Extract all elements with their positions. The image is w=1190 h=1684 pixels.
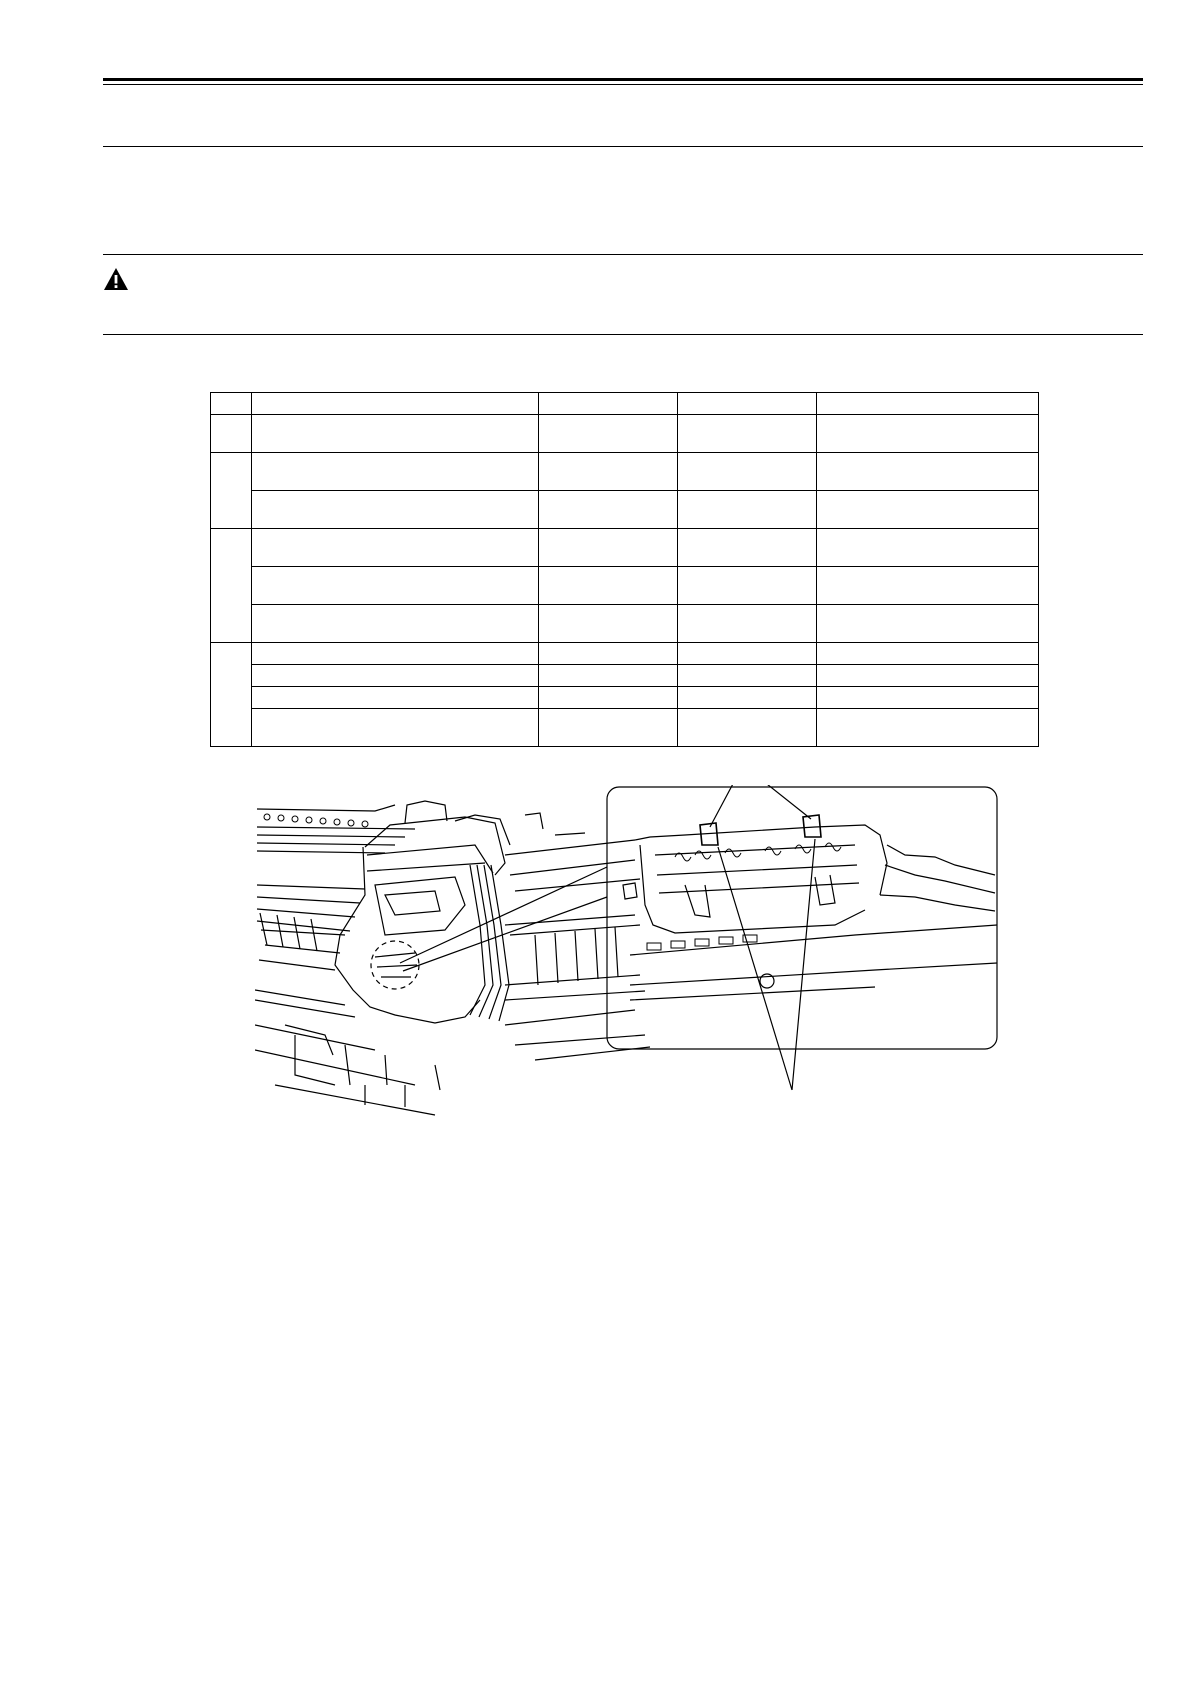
table-row <box>211 453 1039 491</box>
printer-body-drawing <box>255 801 650 1115</box>
section-rule <box>103 146 1143 147</box>
lower-callout-leader <box>718 839 815 1090</box>
table-cell <box>211 453 252 529</box>
table-cell <box>817 687 1039 709</box>
table-cell <box>539 709 678 747</box>
printer-carriage-illustration <box>255 785 1000 1130</box>
table-cell <box>252 491 539 529</box>
table-cell <box>817 491 1039 529</box>
table-cell <box>817 415 1039 453</box>
table-cell <box>678 453 817 491</box>
header-rule-thin <box>103 84 1143 85</box>
table-cell <box>252 529 539 567</box>
warning-icon <box>103 267 129 291</box>
table-cell <box>539 491 678 529</box>
table-cell <box>539 665 678 687</box>
detail-callout-frame <box>607 787 997 1049</box>
table-row <box>211 643 1039 665</box>
table-cell <box>252 643 539 665</box>
header-rule <box>103 78 1143 81</box>
table-cell <box>252 415 539 453</box>
table-cell <box>678 665 817 687</box>
table-cell <box>539 643 678 665</box>
table-cell <box>817 393 1039 415</box>
table-cell <box>678 491 817 529</box>
table-cell <box>252 567 539 605</box>
table-row <box>211 605 1039 643</box>
table-cell <box>817 453 1039 491</box>
caution-top-rule <box>103 254 1143 255</box>
table-cell <box>678 529 817 567</box>
detail-drawing <box>623 815 997 1000</box>
table-row <box>211 567 1039 605</box>
table-cell <box>817 709 1039 747</box>
table-row <box>211 665 1039 687</box>
table-cell <box>252 605 539 643</box>
table-cell <box>252 709 539 747</box>
table-cell <box>211 529 252 643</box>
table-cell <box>252 453 539 491</box>
upper-callout-leader <box>710 785 811 827</box>
table-row <box>211 709 1039 747</box>
table-cell <box>539 605 678 643</box>
table-cell <box>252 665 539 687</box>
table-cell <box>539 687 678 709</box>
table-cell <box>817 567 1039 605</box>
table-row <box>211 415 1039 453</box>
table-cell <box>678 605 817 643</box>
table-cell <box>678 567 817 605</box>
table-cell <box>678 687 817 709</box>
table-cell <box>211 643 252 747</box>
table-header-row <box>211 393 1039 415</box>
table-row <box>211 491 1039 529</box>
caution-bottom-rule <box>103 334 1143 335</box>
table-cell <box>678 643 817 665</box>
table-cell <box>817 605 1039 643</box>
table-cell <box>252 393 539 415</box>
table-cell <box>539 415 678 453</box>
table-cell <box>817 529 1039 567</box>
table-cell <box>539 567 678 605</box>
table-cell <box>817 665 1039 687</box>
table-cell <box>211 415 252 453</box>
table-cell <box>211 393 252 415</box>
table-cell <box>678 415 817 453</box>
table-cell <box>252 687 539 709</box>
table-row <box>211 529 1039 567</box>
table-cell <box>678 709 817 747</box>
table-row <box>211 687 1039 709</box>
table-cell <box>817 643 1039 665</box>
parts-table <box>210 392 1039 747</box>
table-cell <box>678 393 817 415</box>
table-cell <box>539 453 678 491</box>
table-cell <box>539 393 678 415</box>
table-cell <box>539 529 678 567</box>
